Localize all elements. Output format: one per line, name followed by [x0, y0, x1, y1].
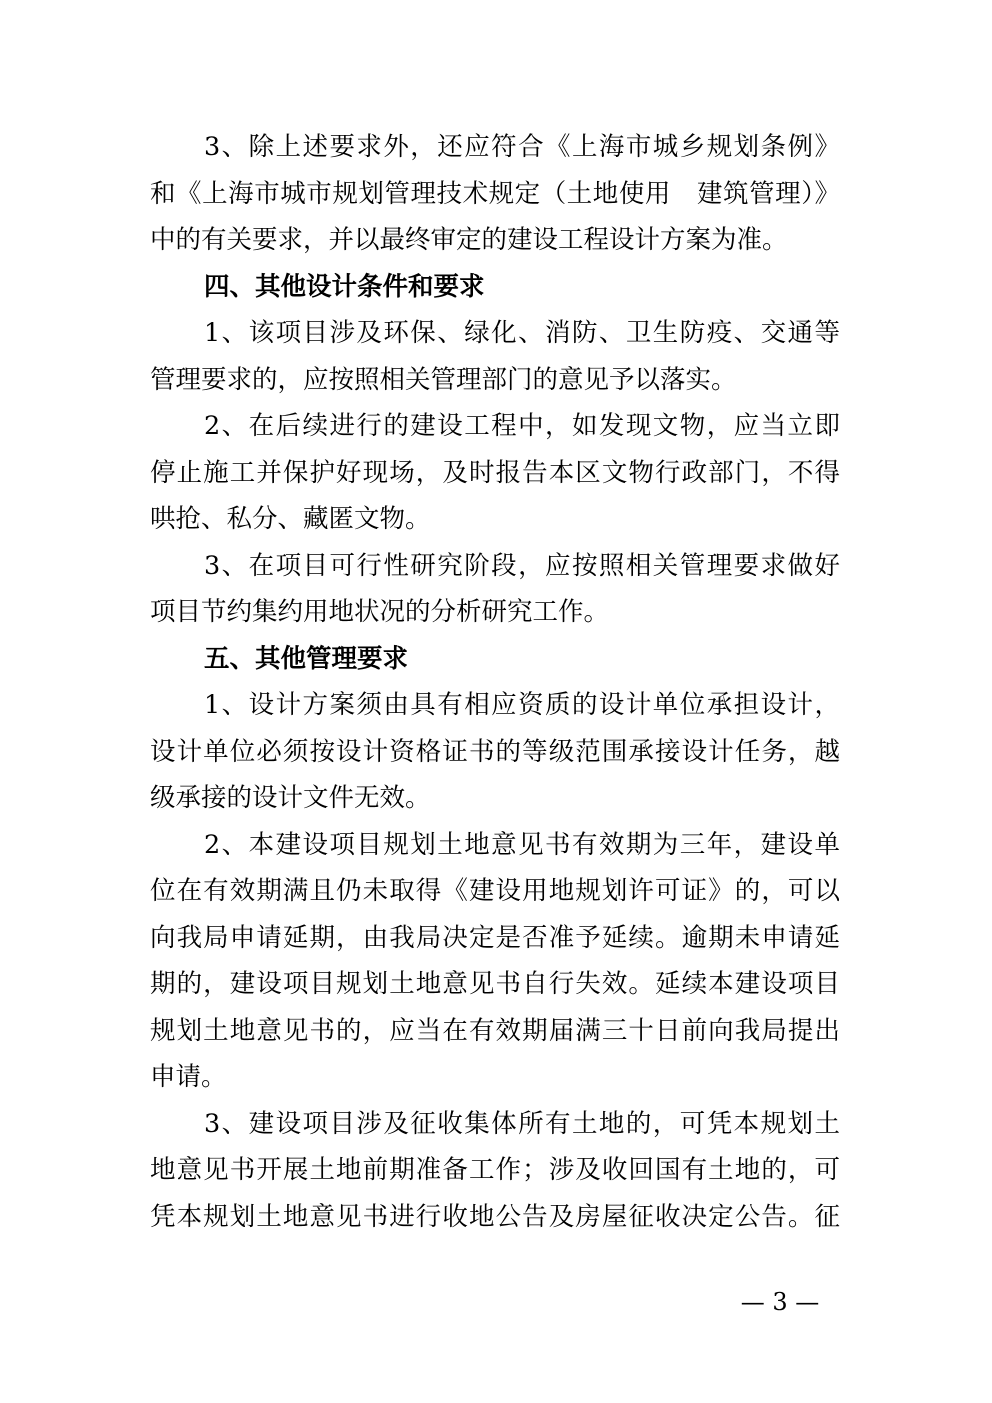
paragraph-line: 申请。 [150, 1062, 227, 1092]
paragraph-line: 1、该项目涉及环保、绿化、消防、卫生防疫、交通等 [204, 318, 840, 348]
paragraph-line: 向我局申请延期，由我局决定是否准予延续。逾期未申请延 [150, 922, 840, 953]
paragraph-line: 管理要求的，应按照相关管理部门的意见予以落实。 [150, 364, 737, 395]
paragraph-line: 2、本建设项目规划土地意见书有效期为三年，建设单 [204, 829, 840, 860]
paragraph-line: 项目节约集约用地状况的分析研究工作。 [150, 597, 610, 627]
section-heading: 四、其他设计条件和要求 [204, 271, 485, 302]
paragraph-line: 1、设计方案须由具有相应资质的设计单位承担设计， [204, 690, 840, 720]
paragraph-line: 地意见书开展土地前期准备工作；涉及收回国有土地的，可 [150, 1155, 840, 1185]
document-body [150, 124, 840, 1240]
paragraph-line: 设计单位必须按设计资格证书的等级范围承接设计任务，越 [150, 736, 840, 767]
paragraph-line: 3、除上述要求外，还应符合《上海市城乡规划条例》 [204, 132, 840, 162]
paragraph-line: 中的有关要求，并以最终审定的建设工程设计方案为准。 [150, 225, 788, 255]
paragraph-line: 3、在项目可行性研究阶段，应按照相关管理要求做好 [204, 550, 840, 581]
paragraph-line: 2、在后续进行的建设工程中，如发现文物，应当立即 [204, 411, 840, 441]
paragraph-line: 期的，建设项目规划土地意见书自行失效。延续本建设项目 [150, 969, 840, 999]
paragraph-line: 停止施工并保护好现场，及时报告本区文物行政部门，不得 [150, 457, 840, 488]
paragraph-line: 哄抢、私分、藏匿文物。 [150, 504, 431, 534]
page-number: — 3 — [740, 1288, 820, 1316]
paragraph-line: 和《上海市城市规划管理技术规定（土地使用 建筑管理）》 [150, 178, 840, 209]
paragraph-line: 凭本规划土地意见书进行收地公告及房屋征收决定公告。征 [150, 1201, 840, 1232]
paragraph-line: 3、建设项目涉及征收集体所有土地的，可凭本规划土 [204, 1108, 840, 1139]
paragraph-line: 位在有效期满且仍未取得《建设用地规划许可证》的，可以 [150, 876, 840, 906]
paragraph-line: 规划土地意见书的，应当在有效期届满三十日前向我局提出 [150, 1015, 840, 1046]
section-heading: 五、其他管理要求 [204, 643, 409, 674]
paragraph-line: 级承接的设计文件无效。 [150, 783, 431, 813]
